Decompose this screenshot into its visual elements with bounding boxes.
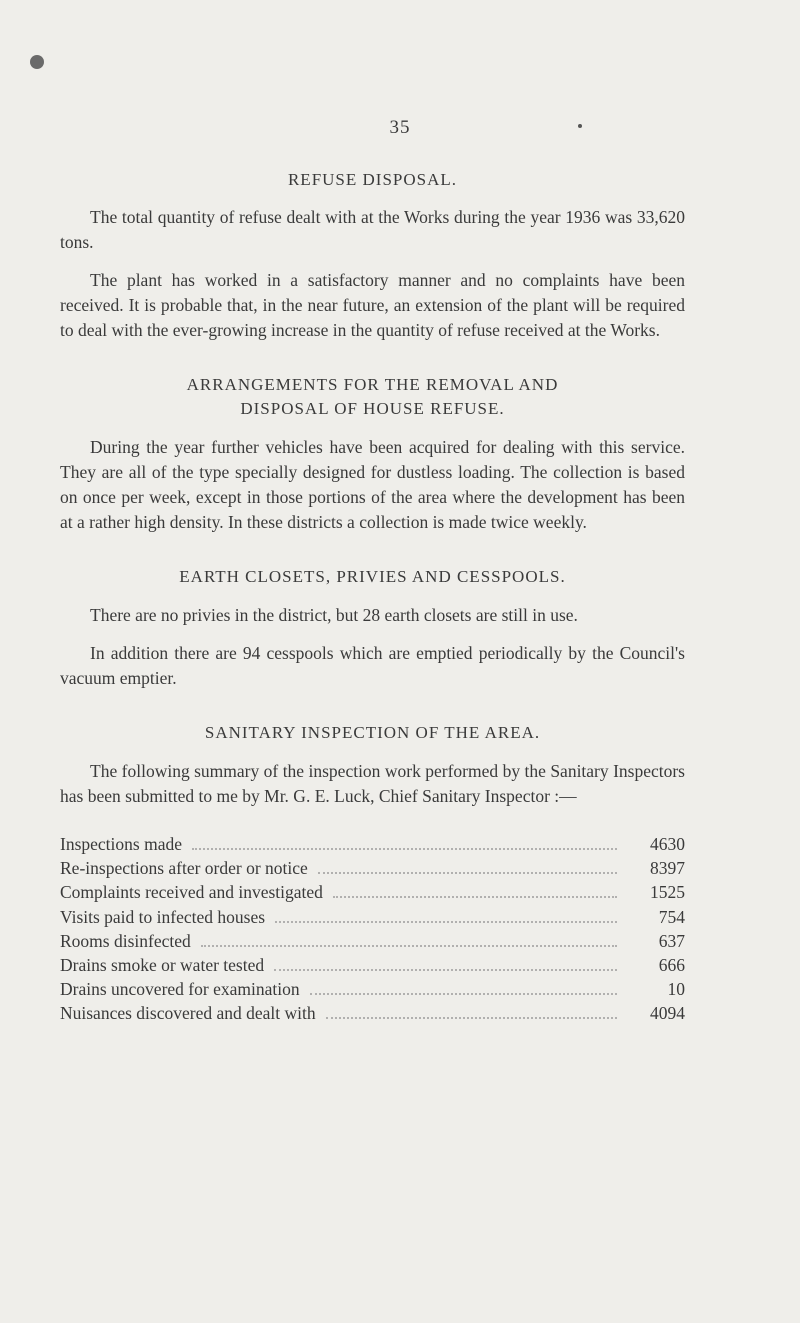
sanitary-inspection-heading: SANITARY INSPECTION OF THE AREA. xyxy=(204,723,541,742)
page-content xyxy=(60,168,685,1042)
dot-leader xyxy=(275,920,617,923)
summary-value: 10 xyxy=(667,979,685,1000)
summary-row xyxy=(60,1001,685,1025)
summary-label: Rooms disinfected xyxy=(60,930,191,951)
dot-leader xyxy=(333,895,617,898)
summary-label: Nuisances discovered and dealt with xyxy=(60,1003,316,1024)
arrangements-paragraph: During the year further vehicles have been acquired for dealing with this service. They are all of the type specially designed for dustless loading. The collection is based on once per week, except in those portions of the area where the development has been at a rather high density. In these districts a collection is made twice weekly. xyxy=(60,437,685,532)
summary-row xyxy=(60,905,685,929)
arrangements-heading-line-2: DISPOSAL OF HOUSE REFUSE. xyxy=(240,399,505,418)
dot-leader xyxy=(192,847,617,850)
dot-leader xyxy=(310,992,617,995)
summary-row xyxy=(60,832,685,856)
refuse-disposal-heading: REFUSE DISPOSAL. xyxy=(287,170,458,189)
summary-label: Drains smoke or water tested xyxy=(60,955,265,976)
summary-row xyxy=(60,856,685,880)
dot-leader xyxy=(318,871,617,874)
summary-value: 1525 xyxy=(650,882,685,903)
arrangements-heading-line-1: ARRANGEMENTS FOR THE REMOVAL AND xyxy=(186,375,559,394)
earth-closets-paragraph-1: There are no privies in the district, but 28 earth closets are still in use. xyxy=(90,605,578,625)
summary-value: 637 xyxy=(658,930,685,951)
summary-value: 4094 xyxy=(650,1003,685,1024)
inspection-summary-list xyxy=(60,832,685,1026)
summary-value: 754 xyxy=(658,906,685,927)
summary-value: 666 xyxy=(658,955,685,976)
summary-row xyxy=(60,880,685,904)
arrangements-heading xyxy=(60,373,685,421)
dot-leader xyxy=(326,1016,617,1019)
dot-leader xyxy=(274,968,617,971)
summary-label: Re-inspections after order or notice xyxy=(60,858,308,879)
sanitary-inspection-paragraph: The following summary of the inspection work performed by the Sanitary Inspectors has been submitted to me by Mr. G. E. Luck, Chief Sanitary Inspector :— xyxy=(60,761,685,806)
summary-value: 4630 xyxy=(650,834,685,854)
punch-hole-mark xyxy=(30,55,44,69)
summary-label: Complaints received and investigated xyxy=(60,882,323,903)
earth-closets-heading: EARTH CLOSETS, PRIVIES AND CESSPOOLS. xyxy=(179,567,566,586)
earth-closets-paragraph-2: In addition there are 94 cesspools which are emptied periodically by the Council's vacuum emptier. xyxy=(60,643,685,688)
summary-value: 8397 xyxy=(650,858,685,879)
summary-label: Visits paid to infected houses xyxy=(60,906,266,927)
page-number: 35 xyxy=(389,117,411,138)
summary-label: Inspections made xyxy=(60,834,182,854)
summary-label: Drains uncovered for examination xyxy=(60,979,300,1000)
summary-row xyxy=(60,953,685,977)
dot-leader xyxy=(201,944,617,947)
refuse-paragraph-1: The total quantity of refuse dealt with at the Works during the year 1936 was 33,620 tons. xyxy=(60,207,685,252)
summary-row xyxy=(60,929,685,953)
refuse-paragraph-2: The plant has worked in a satisfactory manner and no complaints have been received. It is probable that, in the near future, an extension of the plant will be required to deal with the ever-growing increase in the quantity of refuse received at the Works. xyxy=(60,270,685,340)
summary-row xyxy=(60,977,685,1001)
